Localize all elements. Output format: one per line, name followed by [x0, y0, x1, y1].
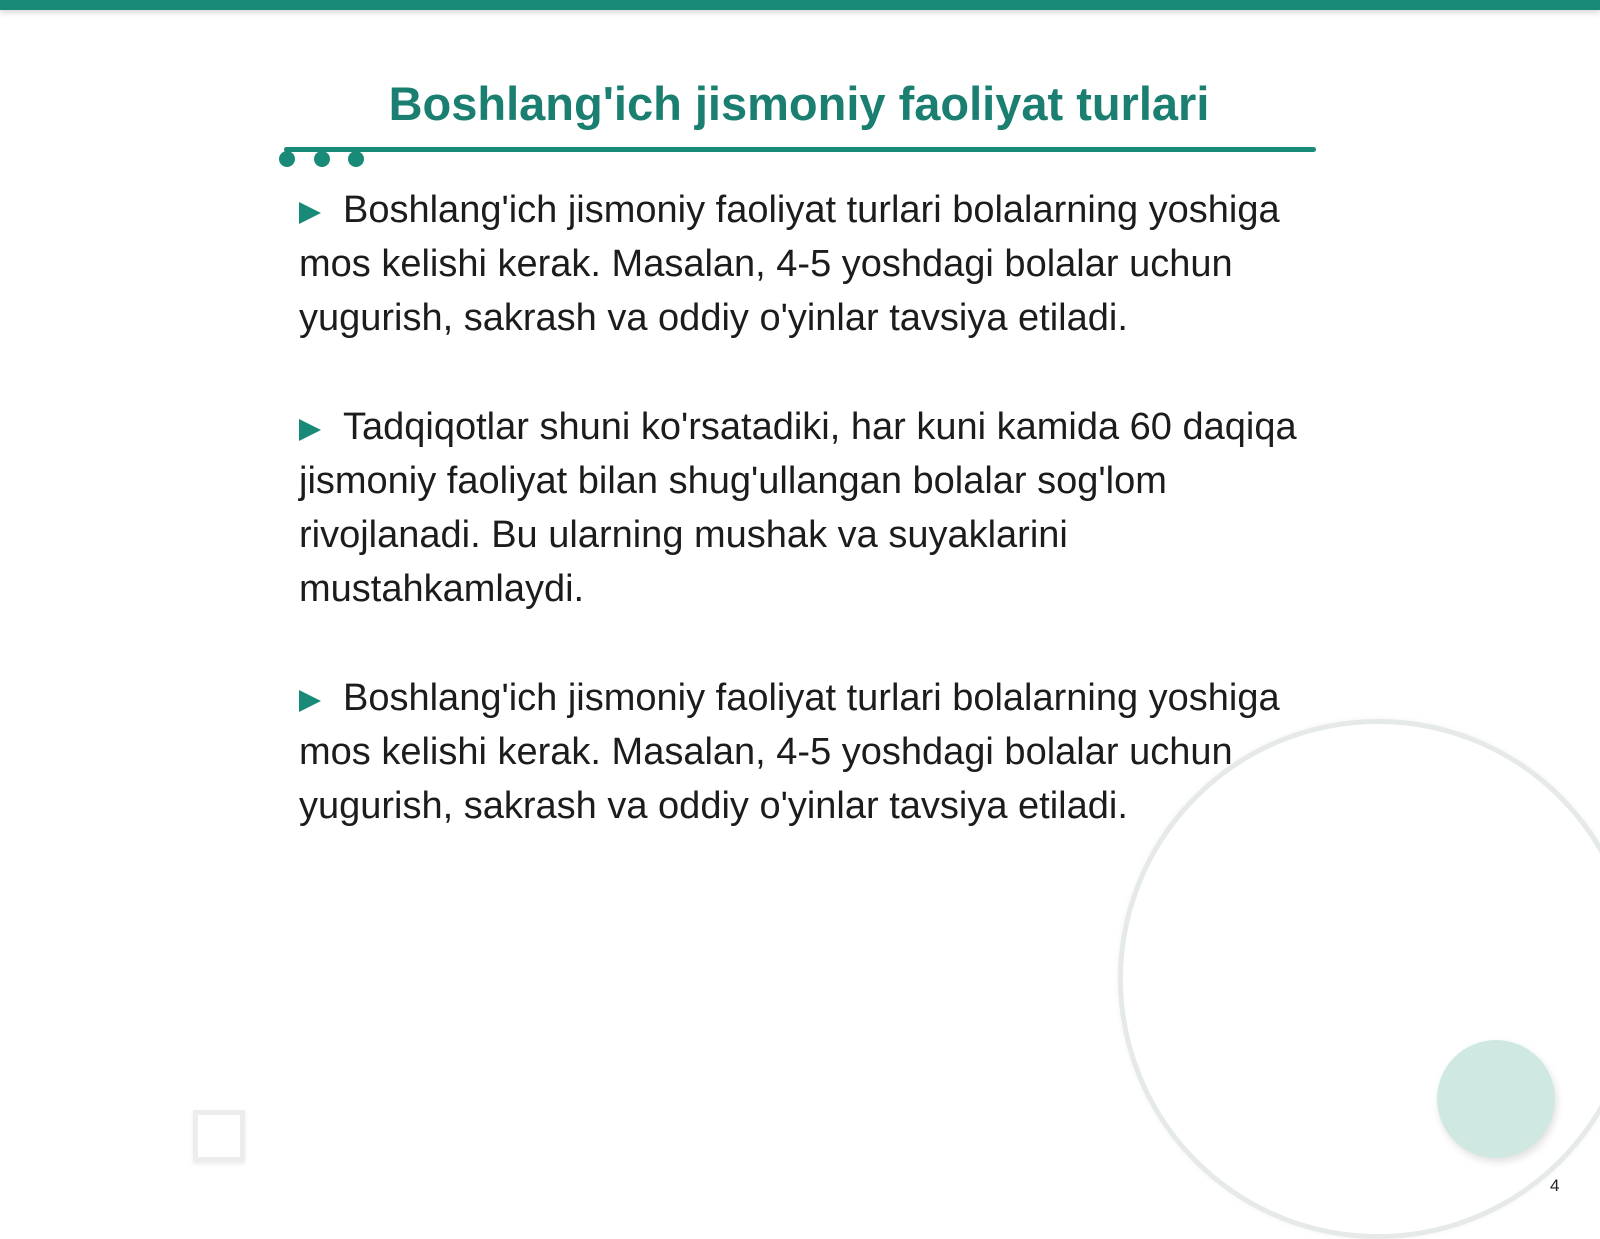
bullet-list	[299, 183, 1309, 888]
title-dot-3	[348, 151, 364, 167]
bullet-text: Boshlang'ich jismoniy faoliyat turlari bolalarning yoshiga mos kelishi kerak. Masalan, 4-5 yoshdagi bolalar uchun yugurish, sakrash va oddiy o'yinlar tavsiya etiladi.	[299, 189, 1280, 339]
bullet-arrow-icon	[299, 202, 321, 224]
bullet-text: Tadqiqotlar shuni ko'rsatadiki, har kuni kamida 60 daqiqa jismoniy faoliyat bilan shug'ullangan bolalar sog'lom rivojlanadi. Bu ularning mushak va suyaklarini mustahkamlaydi.	[299, 406, 1297, 610]
bullet-item	[299, 400, 1309, 616]
decorative-circle-filled	[1437, 1040, 1555, 1158]
bullet-item	[299, 671, 1309, 833]
bullet-text: Boshlang'ich jismoniy faoliyat turlari bolalarning yoshiga mos kelishi kerak. Masalan, 4-5 yoshdagi bolalar uchun yugurish, sakrash va oddiy o'yinlar tavsiya etiladi.	[299, 677, 1280, 827]
page-number: 4	[1550, 1176, 1560, 1195]
slide-title: Boshlang'ich jismoniy faoliyat turlari	[388, 77, 1210, 130]
top-accent-bar	[0, 0, 1600, 10]
title-underline	[284, 147, 1316, 152]
bullet-item	[299, 183, 1309, 345]
bullet-arrow-icon	[299, 419, 321, 441]
title-dot-2	[314, 151, 330, 167]
decorative-square-outline	[193, 1110, 245, 1162]
title-dot-1	[279, 151, 295, 167]
bullet-arrow-icon	[299, 690, 321, 712]
